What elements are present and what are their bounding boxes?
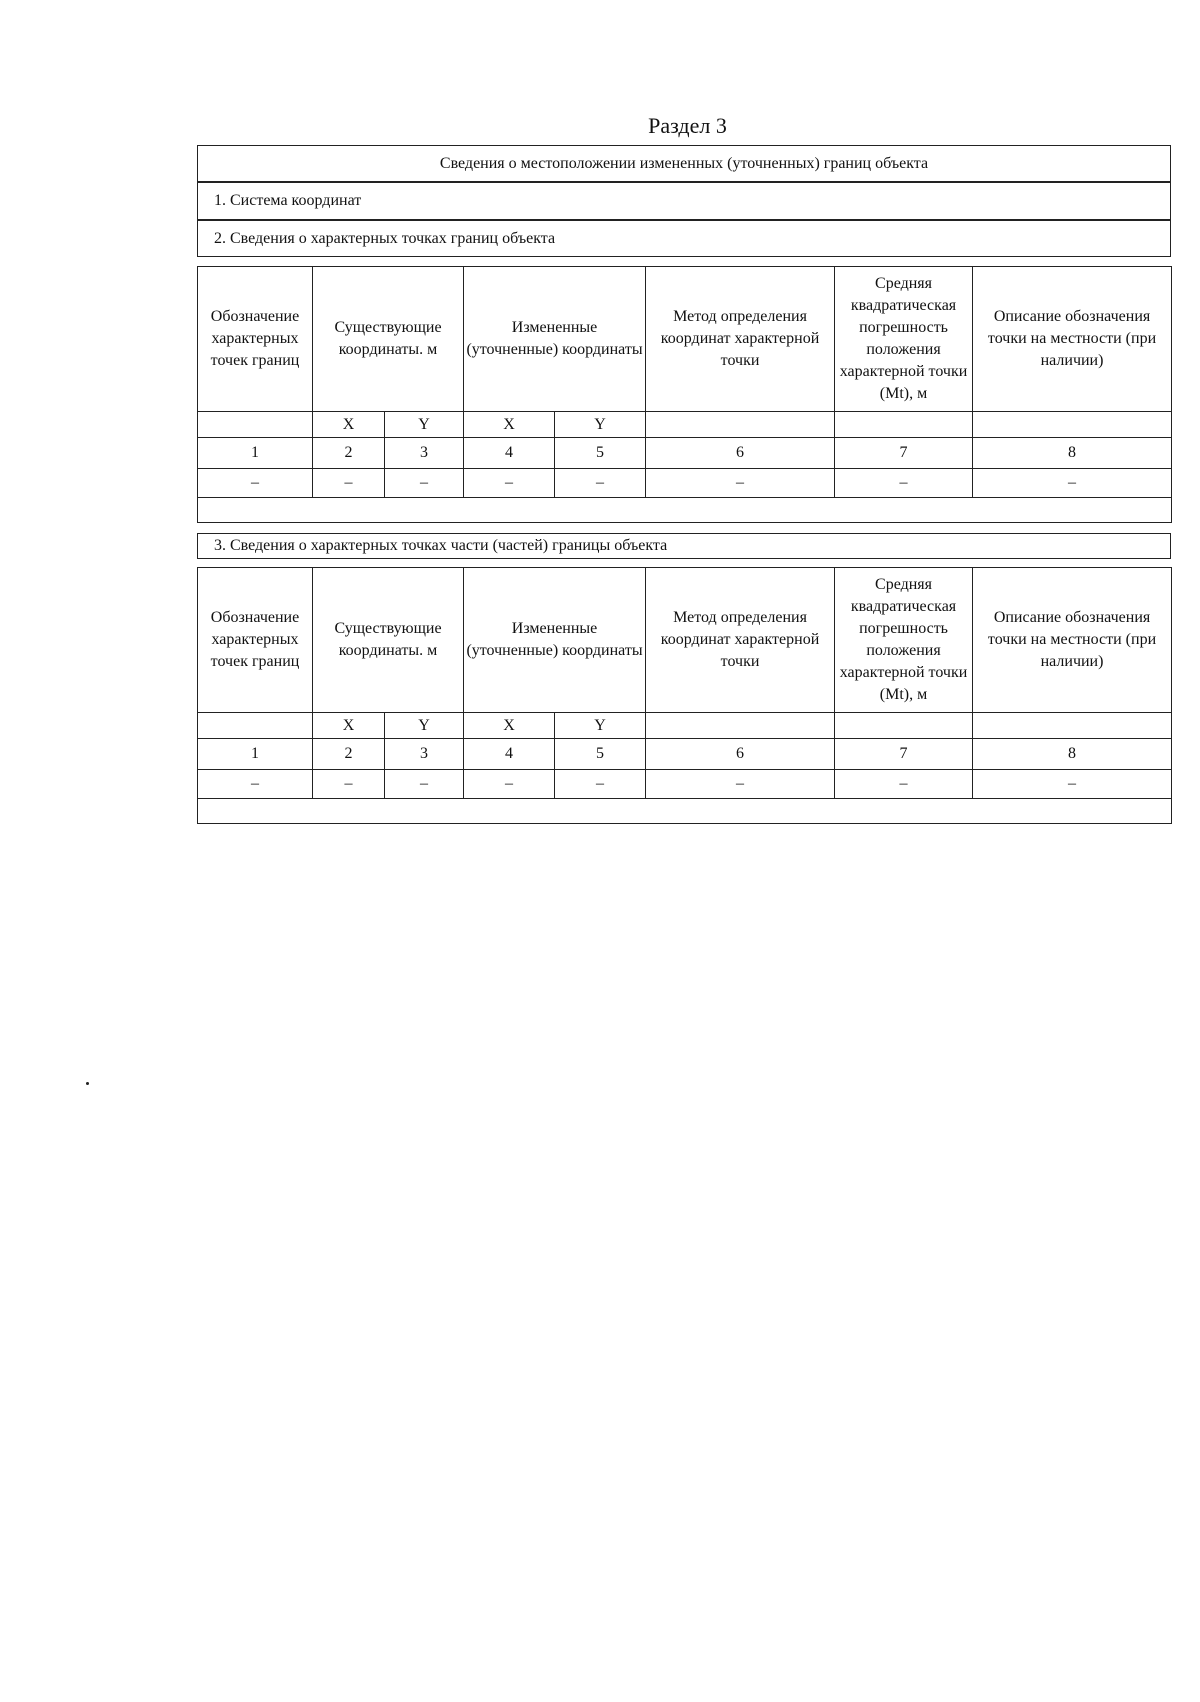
header-point: Обозначение характерных точек границ (198, 267, 313, 412)
header-point: Обозначение характерных точек границ (198, 568, 313, 713)
blank-row (198, 799, 1172, 824)
subheader-empty (973, 713, 1172, 739)
column-number: 1 (198, 438, 313, 469)
column-number: 7 (835, 739, 973, 770)
subheader-empty (198, 713, 313, 739)
header-description: Описание обозначения точки на местности (при наличии) (973, 267, 1172, 412)
dash-cell: – (555, 770, 646, 799)
column-number: 5 (555, 739, 646, 770)
table-header-row (198, 568, 1172, 713)
blank-cell (198, 799, 1172, 824)
column-number: 6 (646, 739, 835, 770)
dash-cell: – (835, 469, 973, 498)
subheader-x: X (464, 713, 555, 739)
column-number: 8 (973, 438, 1172, 469)
boundary-points-table (197, 266, 1172, 523)
column-number: 3 (385, 739, 464, 770)
column-number: 4 (464, 438, 555, 469)
column-number: 2 (313, 739, 385, 770)
header-changed-coords: Измененные (уточненные) координаты (464, 267, 646, 412)
header-existing-coords: Существующие координаты. м (313, 267, 464, 412)
coordinate-system-row: 1. Система координат (197, 182, 1171, 220)
column-number: 7 (835, 438, 973, 469)
dash-cell: – (198, 469, 313, 498)
header-existing-coords: Существующие координаты. м (313, 568, 464, 713)
header-changed-coords: Измененные (уточненные) координаты (464, 568, 646, 713)
subheader-y: Y (555, 412, 646, 438)
blank-cell (198, 498, 1172, 523)
subheader-x: X (313, 713, 385, 739)
table-subheader-row (198, 713, 1172, 739)
column-number: 5 (555, 438, 646, 469)
header-error: Средняя квадратическая погрешность положения характерной точки (Mt), м (835, 267, 973, 412)
dash-cell: – (464, 469, 555, 498)
column-number-row (198, 438, 1172, 469)
column-number: 8 (973, 739, 1172, 770)
dash-cell: – (646, 469, 835, 498)
subheader-y: Y (385, 713, 464, 739)
column-number: 1 (198, 739, 313, 770)
subheader-x: X (313, 412, 385, 438)
dash-cell: – (973, 469, 1172, 498)
part-boundary-points-table (197, 567, 1172, 824)
subheader-y: Y (385, 412, 464, 438)
dash-cell: – (464, 770, 555, 799)
dash-cell: – (385, 469, 464, 498)
dash-cell: – (313, 469, 385, 498)
dash-cell: – (646, 770, 835, 799)
dash-cell: – (973, 770, 1172, 799)
dash-cell: – (198, 770, 313, 799)
subheader-empty (973, 412, 1172, 438)
column-number: 2 (313, 438, 385, 469)
dash-cell: – (555, 469, 646, 498)
header-method: Метод определения координат характерной точки (646, 568, 835, 713)
subheader-empty (835, 412, 973, 438)
subheader-empty (835, 713, 973, 739)
header-description: Описание обозначения точки на местности (при наличии) (973, 568, 1172, 713)
dash-cell: – (313, 770, 385, 799)
main-heading: Сведения о местоположении измененных (уточненных) границ объекта (197, 145, 1171, 182)
blank-row (198, 498, 1172, 523)
header-method: Метод определения координат характерной точки (646, 267, 835, 412)
table-row (198, 469, 1172, 498)
boundary-points-heading: 2. Сведения о характерных точках границ объекта (197, 220, 1171, 257)
table-subheader-row (198, 412, 1172, 438)
section-title: Раздел 3 (648, 113, 727, 138)
subheader-y: Y (555, 713, 646, 739)
dash-cell: – (385, 770, 464, 799)
header-error: Средняя квадратическая погрешность положения характерной точки (Mt), м (835, 568, 973, 713)
column-number: 6 (646, 438, 835, 469)
subheader-empty (198, 412, 313, 438)
subheader-empty (646, 412, 835, 438)
column-number: 3 (385, 438, 464, 469)
table-header-row (198, 267, 1172, 412)
subheader-empty (646, 713, 835, 739)
table-row (198, 770, 1172, 799)
stray-mark (86, 1082, 89, 1085)
subheader-x: X (464, 412, 555, 438)
part-boundary-points-heading: 3. Сведения о характерных точках части (частей) границы объекта (197, 533, 1171, 559)
column-number: 4 (464, 739, 555, 770)
dash-cell: – (835, 770, 973, 799)
column-number-row (198, 739, 1172, 770)
